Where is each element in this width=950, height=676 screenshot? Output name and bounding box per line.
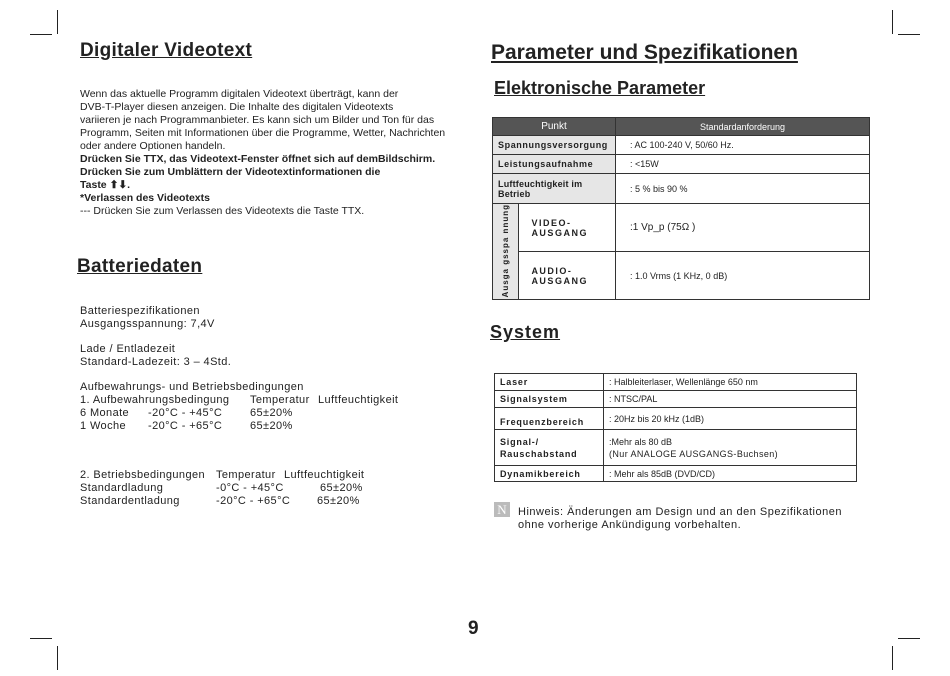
- params-row-value: : <15W: [616, 155, 870, 174]
- storage-header-temp: Temperatur: [250, 394, 310, 406]
- storage-cell: 65±20%: [250, 420, 293, 432]
- storage-cell: -20°C - +65°C: [148, 420, 223, 432]
- params-output-row: [493, 204, 870, 252]
- storage-cell: 1 Woche: [80, 420, 127, 432]
- params-table: [492, 117, 870, 300]
- page-number: 9: [468, 618, 479, 639]
- battery-spec-value: Ausgangsspannung: 7,4V: [80, 318, 215, 330]
- system-row-value: : Mehr als 85dB (DVD/CD): [604, 466, 857, 482]
- params-header-row: [493, 118, 870, 136]
- operation-cell: -20°C - +65°C: [216, 495, 291, 507]
- videotext-exit-line: --- Drücken Sie zum Verlassen des Videotexts die Taste TTX.: [80, 205, 365, 217]
- params-col-item: Punkt: [493, 118, 616, 136]
- videotext-instruction: Taste ⬆⬇.: [80, 179, 131, 191]
- params-heading: Elektronische Parameter: [494, 78, 706, 98]
- params-output-label: VIDEO-AUSGANG: [519, 204, 616, 252]
- storage-cell: 6 Monate: [80, 407, 130, 419]
- videotext-instruction: Drücken Sie zum Umblättern der Videotextinformationen die: [80, 166, 381, 178]
- params-col-req: Standardanforderung: [616, 118, 870, 136]
- storage-cell: 65±20%: [250, 407, 293, 419]
- params-row-label: Spannungsversorgung: [493, 136, 616, 155]
- crop-mark: [892, 646, 893, 670]
- crop-mark: [892, 10, 893, 34]
- params-row: [493, 136, 870, 155]
- storage-cell: -20°C - +45°C: [148, 407, 223, 419]
- storage-title: Aufbewahrungs- und Betriebsbedingungen: [80, 381, 304, 393]
- system-row-value: : 20Hz bis 20 kHz (1dB): [604, 408, 857, 430]
- videotext-line: Programm, Seiten mit Informationen über die Programme, Wetter, Nachrichten: [80, 127, 446, 139]
- params-row: [493, 155, 870, 174]
- operation-header-temp: Temperatur: [216, 469, 276, 481]
- system-row-value-line: (Nur ANALOGE AUSGANGS-Buchsen): [609, 448, 779, 459]
- params-row-label: Luftfeuchtigkeit im Betrieb: [493, 174, 616, 204]
- system-row-value: : NTSC/PAL: [604, 391, 857, 408]
- crop-mark: [898, 34, 920, 35]
- operation-cell: Standardentladung: [80, 495, 180, 507]
- videotext-instruction: *Verlassen des Videotexts: [80, 192, 210, 204]
- videotext-instruction: Drücken Sie TTX, das Videotext-Fenster öffnet sich auf demBildschirm.: [80, 153, 436, 165]
- params-output-group-label: Ausga gsspa nnung: [501, 204, 511, 298]
- battery-heading: Batteriedaten: [77, 256, 203, 277]
- params-row-label: Leistungsaufnahme: [493, 155, 616, 174]
- params-output-label: AUDIO-AUSGANG: [519, 252, 616, 300]
- operation-header-condition: 2. Betriebsbedingungen: [80, 469, 206, 481]
- system-row-label: Laser: [495, 374, 604, 391]
- note-text: [518, 506, 842, 532]
- crop-mark: [30, 638, 52, 639]
- videotext-line: oder andere Optionen handeln.: [80, 140, 226, 152]
- note-line: Hinweis: Änderungen am Design und an den Spezifikationen: [518, 506, 842, 518]
- battery-spec: [80, 305, 215, 331]
- params-output-value: :1 Vp_p (75Ω ): [616, 204, 870, 252]
- storage-header-humidity: Luftfeuchtigkeit: [318, 394, 399, 406]
- operation-cell: -0°C - +45°C: [216, 482, 284, 494]
- videotext-line: DVB-T-Player diesen anzeigen. Die Inhalte des digitalen Videotexts: [80, 101, 394, 113]
- params-row-value: : AC 100-240 V, 50/60 Hz.: [616, 136, 870, 155]
- crop-mark: [57, 10, 58, 34]
- videotext-line: Wenn das aktuelle Programm digitalen Videotext überträgt, kann der: [80, 88, 399, 100]
- params-output-row: [493, 252, 870, 300]
- videotext-line: variieren je nach Programmanbieter. Es kann sich um Bilder und Ton für das: [80, 114, 435, 126]
- system-row-label: Signalsystem: [495, 391, 604, 408]
- system-table: [494, 373, 857, 482]
- battery-charge-label: Lade / Entladezeit: [80, 343, 176, 355]
- crop-mark: [57, 646, 58, 670]
- note-icon: N: [494, 502, 510, 517]
- system-row-value-line: :Mehr als 80 dB: [609, 436, 673, 447]
- params-output-group: [493, 204, 519, 300]
- system-row-label: Signal-/ Rauschabstand: [495, 430, 604, 466]
- crop-mark: [30, 34, 52, 35]
- params-output-value: : 1.0 Vrms (1 KHz, 0 dB): [616, 252, 870, 300]
- battery-spec-label: Batteriespezifikationen: [80, 305, 200, 317]
- videotext-body: [80, 88, 480, 218]
- videotext-heading: Digitaler Videotext: [80, 40, 253, 61]
- system-row: [495, 391, 857, 408]
- system-row-value: [604, 430, 857, 466]
- system-row: [495, 374, 857, 391]
- battery-charge: [80, 343, 231, 369]
- operation-cell: Standardladung: [80, 482, 164, 494]
- system-row-value: : Halbleiterlaser, Wellenlänge 650 nm: [604, 374, 857, 391]
- operation-table: [80, 469, 420, 508]
- params-row: [493, 174, 870, 204]
- system-heading: System: [490, 322, 561, 342]
- system-row: [495, 430, 857, 466]
- operation-cell: 65±20%: [320, 482, 363, 494]
- storage-header-condition: 1. Aufbewahrungsbedingung: [80, 394, 230, 406]
- battery-charge-value: Standard-Ladezeit: 3 – 4Std.: [80, 356, 232, 368]
- storage-table: [80, 394, 420, 433]
- params-row-value: : 5 % bis 90 %: [616, 174, 870, 204]
- operation-header-humidity: Luftfeuchtigkeit: [284, 469, 365, 481]
- system-row-label: Frequenzbereich: [495, 408, 604, 430]
- operation-cell: 65±20%: [317, 495, 360, 507]
- crop-mark: [898, 638, 920, 639]
- note-line: ohne vorherige Ankündigung vorbehalten.: [518, 519, 742, 531]
- system-row: [495, 466, 857, 482]
- page-title: Parameter und Spezifikationen: [491, 41, 798, 64]
- system-row-label: Dynamikbereich: [495, 466, 604, 482]
- system-row: [495, 408, 857, 430]
